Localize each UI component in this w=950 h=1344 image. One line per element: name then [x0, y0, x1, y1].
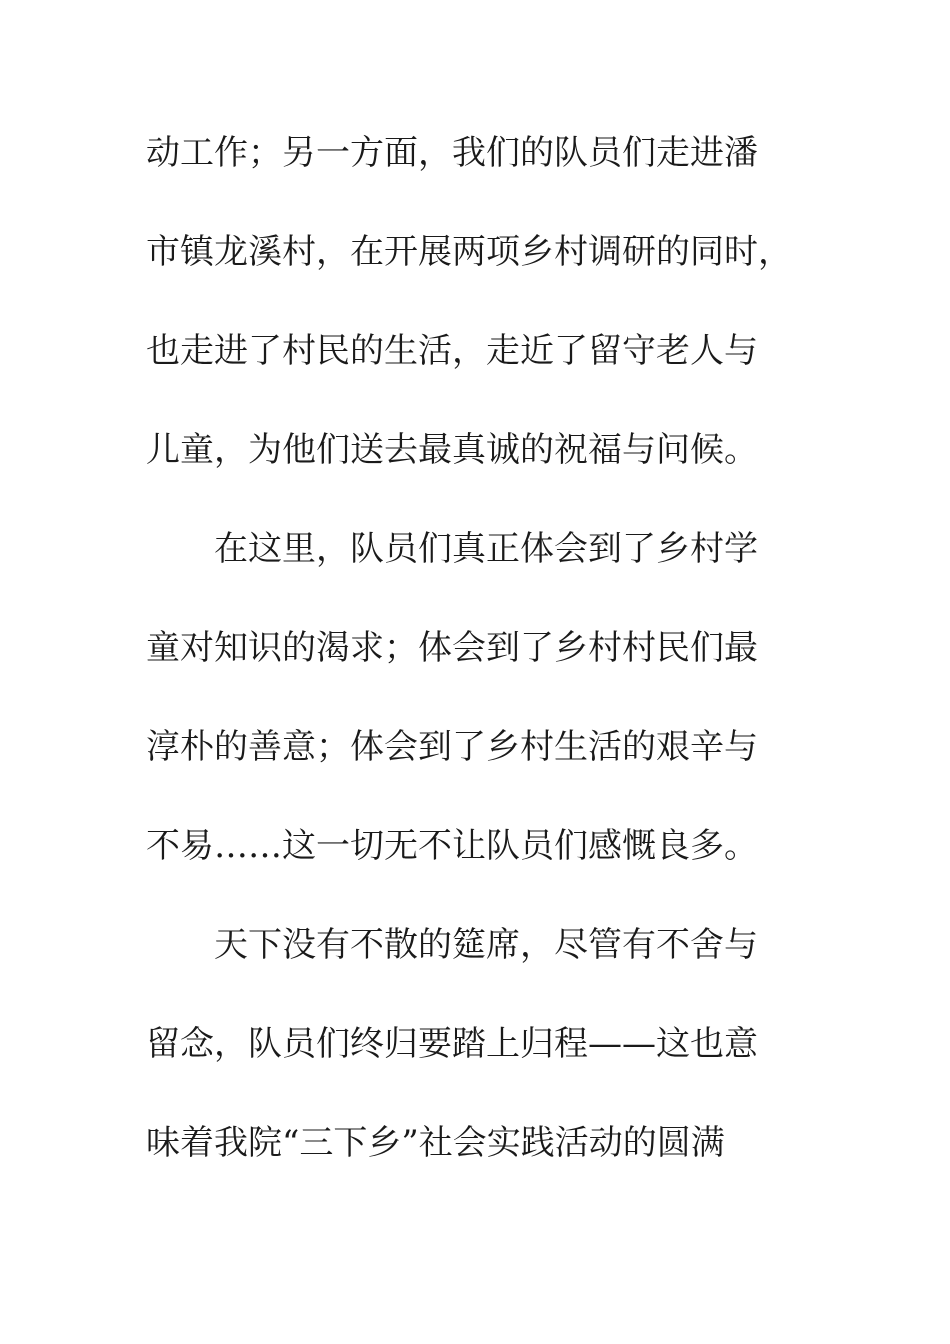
- text-line: 市镇龙溪村，在开展两项乡村调研的同时，: [146, 232, 792, 272]
- text-line: 味着我院“三下乡”社会实践活动的圆满: [146, 1123, 725, 1163]
- text-line: 也走进了村民的生活，走近了留守老人与: [146, 331, 758, 371]
- paragraph-start-line: 天下没有不散的筵席，尽管有不舍与: [214, 925, 758, 965]
- text-line: 淳朴的善意；体会到了乡村生活的艰辛与: [146, 727, 758, 767]
- text-line: 留念，队员们终归要踏上归程——这也意: [146, 1024, 758, 1064]
- paragraph-start-line: 在这里，队员们真正体会到了乡村学: [214, 529, 758, 569]
- text-line: 不易……这一切无不让队员们感慨良多。: [146, 826, 758, 866]
- text-line: 童对知识的渴求；体会到了乡村村民们最: [146, 628, 758, 668]
- text-line: 儿童，为他们送去最真诚的祝福与问候。: [146, 430, 758, 470]
- text-line: 动工作；另一方面，我们的队员们走进潘: [146, 133, 758, 173]
- body-text: [146, 122, 806, 1211]
